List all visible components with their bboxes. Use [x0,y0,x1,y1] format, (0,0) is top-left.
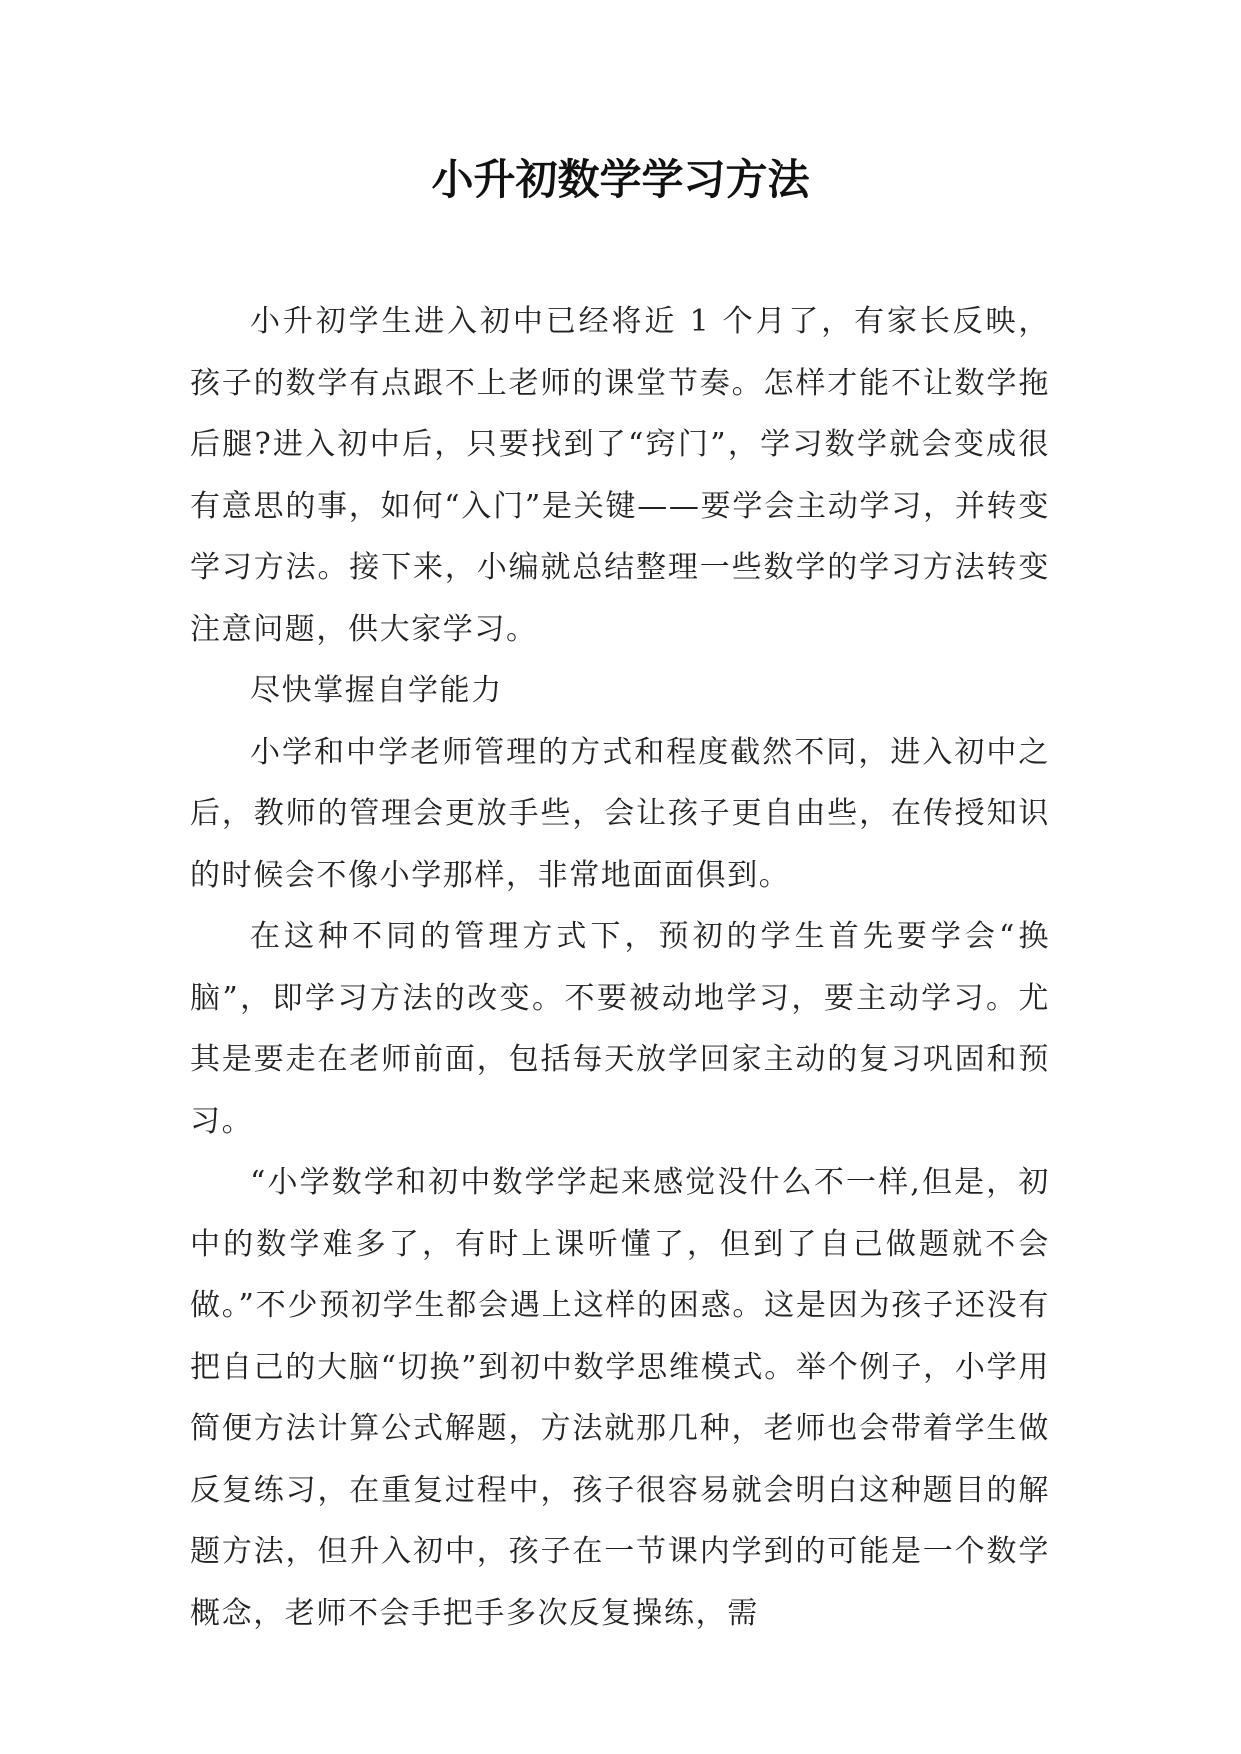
paragraph-thinking-mode: “小学数学和初中数学学起来感觉没什么不一样,但是，初中的数学难多了，有时上课听懂了，但到了自己做题就不会做。”不少预初学生都会遇上这样的困惑。这是因为孩子还没有把自己的大脑“切换”到初中数学思维模式。举个例子，小学用简便方法计算公式解题，方法就那几种，老师也会带着学生做反复练习，在重复过程中，孩子很容易就会明白这种题目的解题方法，但升入初中，孩子在一节课内学到的可能是一个数学概念，老师不会手把手多次反复操练，需 [190,1165,1050,1631]
paragraph-management: 小学和中学老师管理的方式和程度截然不同，进入初中之后，教师的管理会更放手些，会让孩子更自由些，在传授知识的时候会不像小学那样，非常地面面俱到。 [190,734,1050,893]
section-heading: 尽快掌握自学能力 [250,673,503,708]
paragraph-intro: 小升初学生进入初中已经将近 1 个月了，有家长反映，孩子的数学有点跟不上老师的课堂节奏。怎样才能不让数学拖后腿?进入初中后，只要找到了“窍门”，学习数学就会变成很有意思的事，如何“入门”是关键——要学会主动学习，并转变学习方法。接下来，小编就总结整理一些数学的学习方法转变注意问题，供大家学习。 [190,304,1050,647]
page-title: 小升初数学学习方法 [431,155,810,204]
document-body [190,291,1050,1644]
paragraph-method-change: 在这种不同的管理方式下，预初的学生首先要学会“换脑”，即学习方法的改变。不要被动地学习，要主动学习。尤其是要走在老师前面，包括每天放学回家主动的复习巩固和预习。 [190,919,1050,1139]
